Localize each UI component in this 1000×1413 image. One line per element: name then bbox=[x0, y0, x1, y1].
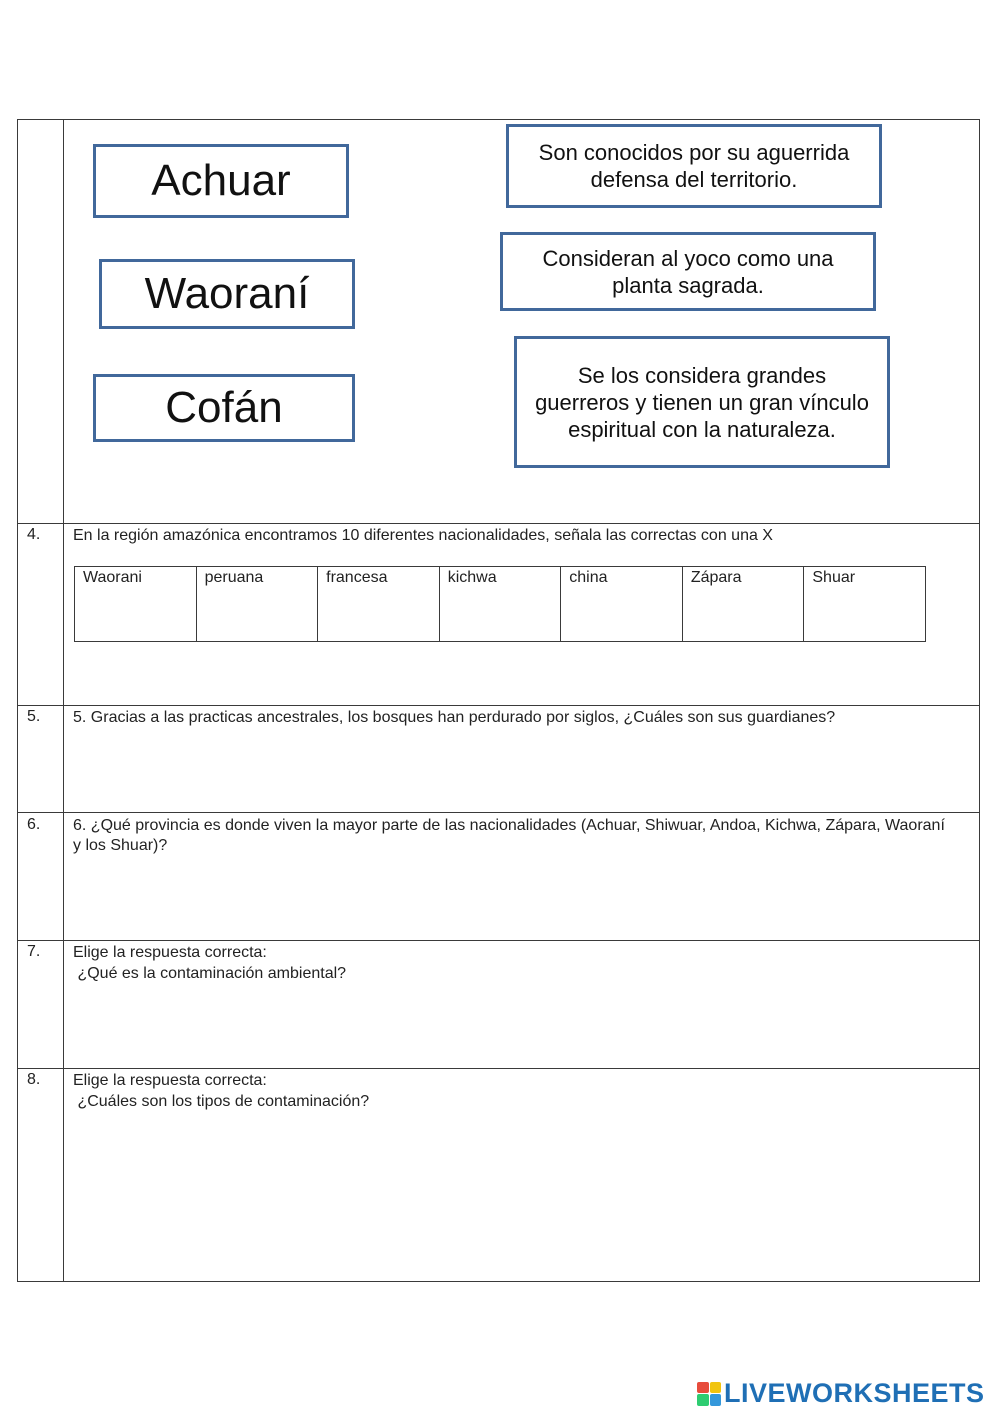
table-right-border bbox=[979, 119, 980, 1282]
number-column-divider bbox=[63, 119, 64, 1282]
match-description-3[interactable]: Se los considera grandes guerreros y tienen un gran vínculo espiritual con la naturaleza. bbox=[514, 336, 890, 468]
option-zapara[interactable]: Zápara bbox=[682, 567, 804, 642]
question-4-text: En la región amazónica encontramos 10 diferentes nacionalidades, señala las correctas con una X bbox=[73, 527, 773, 544]
match-name-achuar[interactable]: Achuar bbox=[93, 144, 349, 218]
question-number: 8. bbox=[27, 1071, 41, 1088]
option-peruana[interactable]: peruana bbox=[196, 567, 318, 642]
question-8-instruction: Elige la respuesta correcta: bbox=[73, 1072, 267, 1089]
question-5-text: 5. Gracias a las practicas ancestrales, los bosques han perdurado por siglos, ¿Cuáles son sus guardianes? bbox=[73, 709, 836, 726]
question-7-text: ¿Qué es la contaminación ambiental? bbox=[73, 965, 347, 982]
match-description-2[interactable]: Consideran al yoco como una planta sagrada. bbox=[500, 232, 876, 311]
option-china[interactable]: china bbox=[561, 567, 683, 642]
option-shuar[interactable]: Shuar bbox=[804, 567, 926, 642]
question-number: 6. bbox=[27, 816, 41, 833]
nationality-options-table bbox=[74, 566, 926, 642]
question-8-text: ¿Cuáles son los tipos de contaminación? bbox=[73, 1093, 370, 1110]
option-francesa[interactable]: francesa bbox=[318, 567, 440, 642]
row-divider bbox=[17, 940, 980, 941]
logo-text: LIVEWORKSHEETS bbox=[724, 1378, 985, 1408]
question-number: 4. bbox=[27, 526, 41, 543]
table-top-border bbox=[17, 119, 980, 120]
table-bottom-border bbox=[17, 1281, 980, 1282]
option-kichwa[interactable]: kichwa bbox=[439, 567, 561, 642]
row-divider bbox=[17, 523, 980, 524]
match-name-cofan[interactable]: Cofán bbox=[93, 374, 355, 442]
table-left-border bbox=[17, 119, 18, 1282]
liveworksheets-logo-icon bbox=[697, 1382, 721, 1406]
row-divider bbox=[17, 705, 980, 706]
question-number: 5. bbox=[27, 708, 41, 725]
question-number: 7. bbox=[27, 943, 41, 960]
question-7-instruction: Elige la respuesta correcta: bbox=[73, 944, 267, 961]
match-name-waorani[interactable]: Waoraní bbox=[99, 259, 355, 329]
row-divider bbox=[17, 1068, 980, 1069]
liveworksheets-logo bbox=[697, 1378, 985, 1409]
question-6-text: 6. ¿Qué provincia es donde viven la mayor parte de las nacionalidades (Achuar, Shiwuar, Andoa, Kichwa, Zápara, Waoraní y los Shuar)? bbox=[73, 817, 945, 854]
row-divider bbox=[17, 812, 980, 813]
match-description-1[interactable]: Son conocidos por su aguerrida defensa del territorio. bbox=[506, 124, 882, 208]
option-waorani[interactable]: Waorani bbox=[75, 567, 197, 642]
